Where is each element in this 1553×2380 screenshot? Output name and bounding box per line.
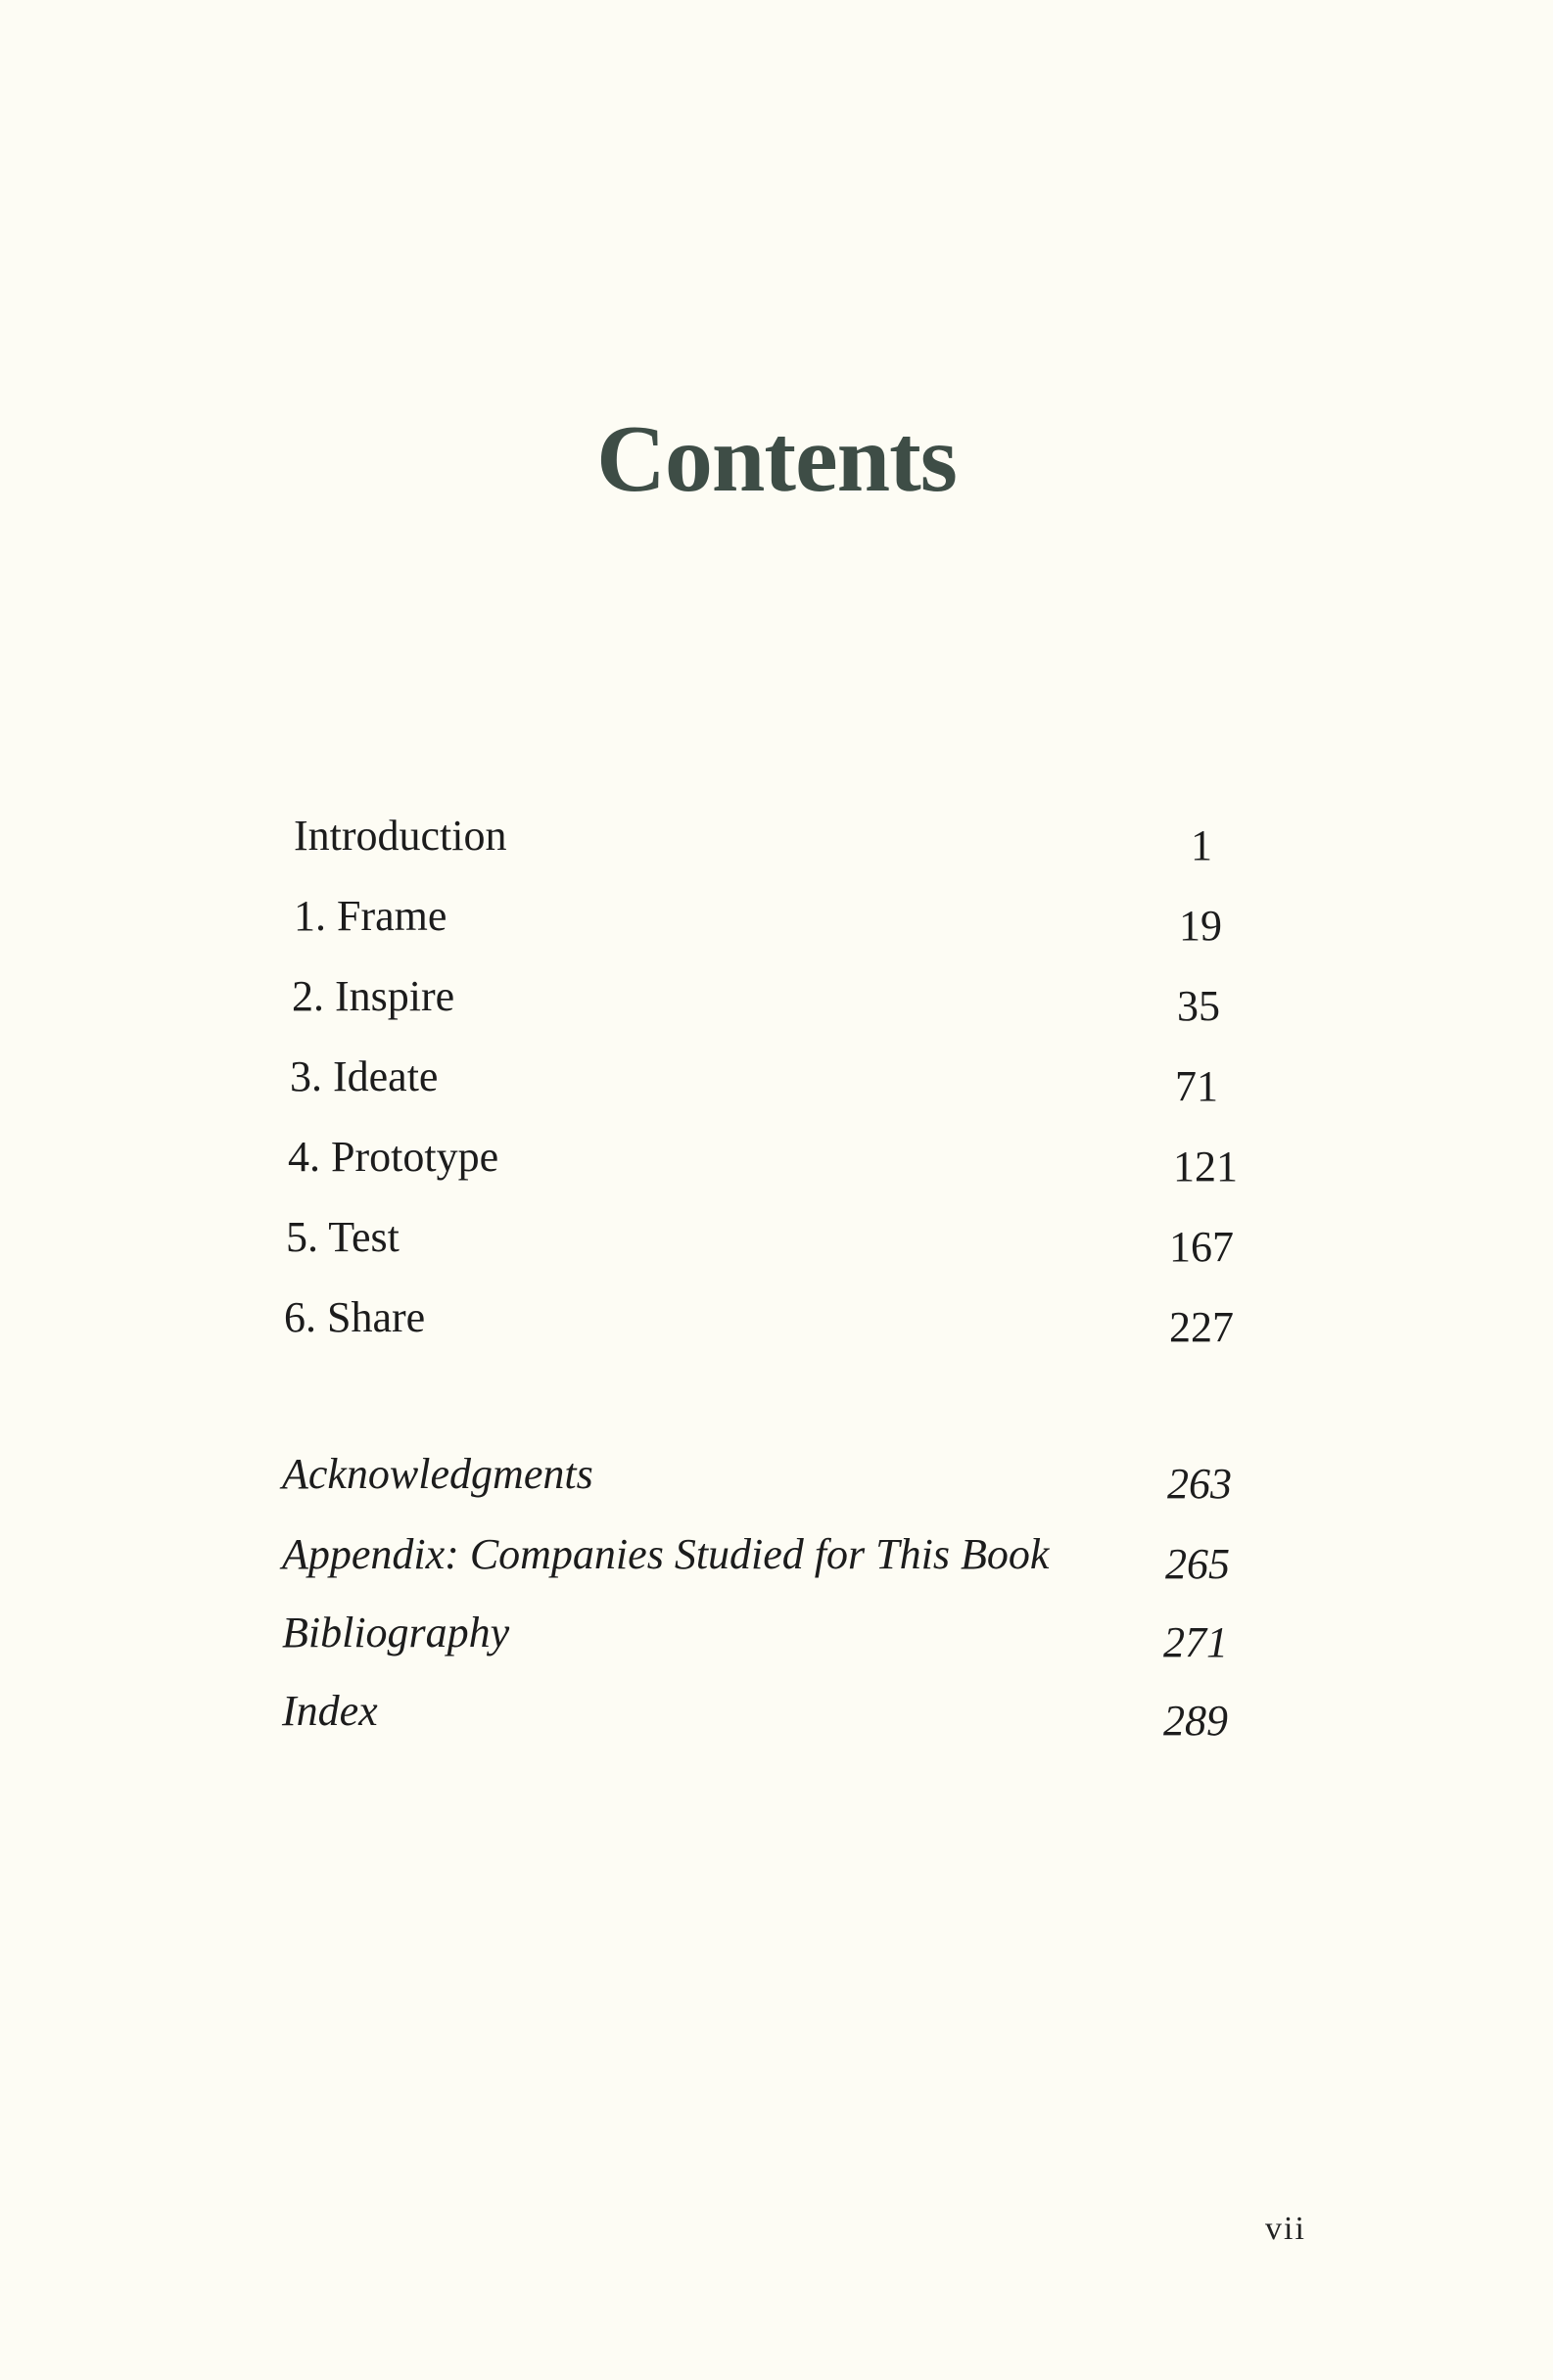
toc-entry-test[interactable] [286, 1213, 1255, 1284]
toc-entry-page: 35 [1177, 982, 1220, 1030]
toc-entry-page: 1 [1191, 821, 1212, 869]
table-of-contents [282, 0, 1261, 2380]
toc-entry-label: Bibliography [282, 1609, 510, 1657]
toc-entry-label: 5. Test [286, 1213, 400, 1261]
toc-entry-index[interactable] [282, 1687, 1251, 1758]
toc-entry-page: 263 [1167, 1460, 1232, 1508]
toc-entry-page: 289 [1163, 1697, 1228, 1745]
toc-entry-prototype[interactable] [288, 1133, 1257, 1204]
toc-entry-label: Acknowledgments [282, 1450, 593, 1498]
toc-entry-label: 6. Share [284, 1293, 426, 1341]
page-number: vii [1265, 2211, 1306, 2247]
toc-entry-page: 265 [1165, 1540, 1230, 1588]
toc-entry-inspire[interactable] [292, 972, 1261, 1044]
toc-entry-bibliography[interactable] [282, 1611, 1251, 1680]
page-title: Contents [596, 406, 957, 512]
toc-entry-share[interactable] [284, 1293, 1253, 1365]
toc-entry-label: 2. Inspire [292, 972, 455, 1020]
toc-entry-page: 271 [1163, 1618, 1228, 1666]
toc-entry-label: 3. Ideate [290, 1052, 439, 1100]
toc-entry-label: Appendix: Companies Studied for This Book [282, 1530, 1050, 1578]
toc-entry-ideate[interactable] [290, 1052, 1259, 1124]
toc-entry-page: 71 [1175, 1062, 1218, 1110]
toc-entry-acknowledgments[interactable] [282, 1450, 1251, 1521]
toc-entry-introduction[interactable] [294, 812, 1263, 883]
toc-entry-page: 227 [1169, 1303, 1234, 1351]
toc-entry-label: Introduction [294, 812, 507, 860]
toc-entry-label: 4. Prototype [288, 1133, 499, 1181]
toc-entry-appendix[interactable] [282, 1530, 1251, 1602]
toc-entry-label: Index [282, 1687, 378, 1735]
toc-entry-page: 121 [1173, 1143, 1238, 1190]
toc-entry-page: 19 [1179, 902, 1222, 950]
toc-entry-label: 1. Frame [294, 892, 447, 940]
toc-entry-frame[interactable] [294, 892, 1263, 963]
toc-entry-page: 167 [1169, 1223, 1234, 1271]
